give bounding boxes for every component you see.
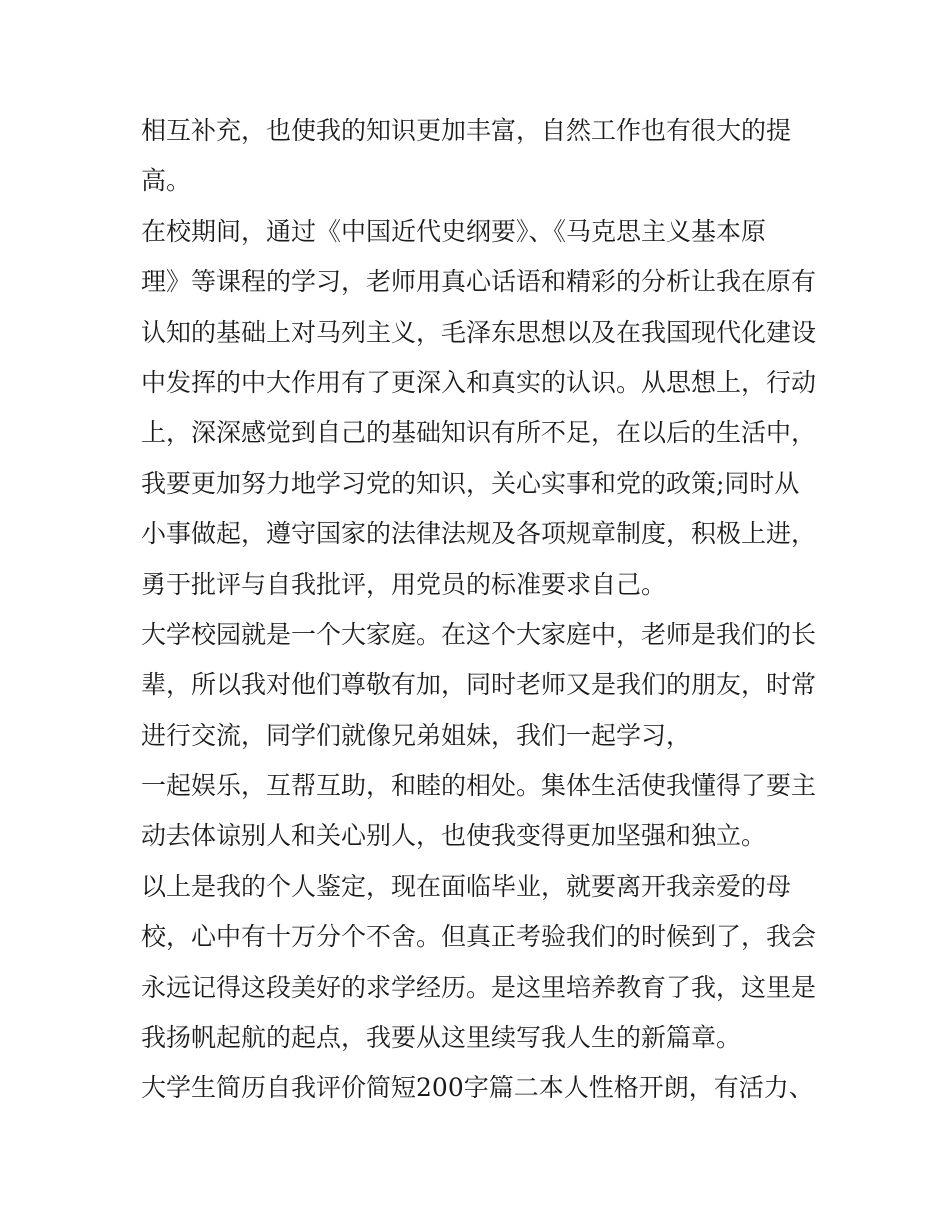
text-line: 中发挥的中大作用有了更深入和真实的认识。从思想上，行动 xyxy=(141,367,817,397)
text-line: 我扬帆起航的起点，我要从这里续写我人生的新篇章。 xyxy=(141,1023,742,1053)
text-line: 在校期间，通过《中国近代史纲要》、《马克思主义基本原 xyxy=(141,216,767,246)
text-line: 勇于批评与自我批评，用党员的标准要求自己。 xyxy=(141,569,667,599)
text-line: 我要更加努力地学习党的知识，关心实事和党的政策;同时从 xyxy=(141,468,800,498)
text-line: 理》等课程的学习，老师用真心话语和精彩的分析让我在原有 xyxy=(141,267,817,297)
text-line: 进行交流，同学们就像兄弟姐妹，我们一起学习， xyxy=(141,720,692,750)
document-body xyxy=(141,106,821,1114)
text-line: 大学校园就是一个大家庭。在这个大家庭中，老师是我们的长 xyxy=(141,619,817,649)
text-line: 动去体谅别人和关心别人，也使我变得更加坚强和独立。 xyxy=(141,821,767,851)
text-line: 高。 xyxy=(141,166,192,196)
text-line: 以上是我的个人鉴定，现在面临毕业，就要离开我亲爱的母 xyxy=(141,871,792,901)
text-line: 相互补充，也使我的知识更加丰富，自然工作也有很大的提 xyxy=(141,116,792,145)
text-line: 上，深深感觉到自己的基础知识有所不足，在以后的生活中， xyxy=(141,418,817,448)
text-line: 一起娱乐，互帮互助，和睦的相处。集体生活使我懂得了要主 xyxy=(141,771,817,801)
text-line: 大学生简历自我评价简短200字篇二本人性格开朗，有活力、 xyxy=(141,1073,814,1103)
text-line: 永远记得这段美好的求学经历。是这里培养教育了我，这里是 xyxy=(141,972,817,1002)
text-line: 小事做起，遵守国家的法律法规及各项规章制度，积极上进， xyxy=(141,519,817,549)
text-line: 校，心中有十万分个不舍。但真正考验我们的时候到了，我会 xyxy=(141,922,817,952)
text-line: 认知的基础上对马列主义，毛泽东思想以及在我国现代化建设 xyxy=(141,317,817,347)
text-line: 辈，所以我对他们尊敬有加，同时老师又是我们的朋友，时常 xyxy=(141,670,817,700)
